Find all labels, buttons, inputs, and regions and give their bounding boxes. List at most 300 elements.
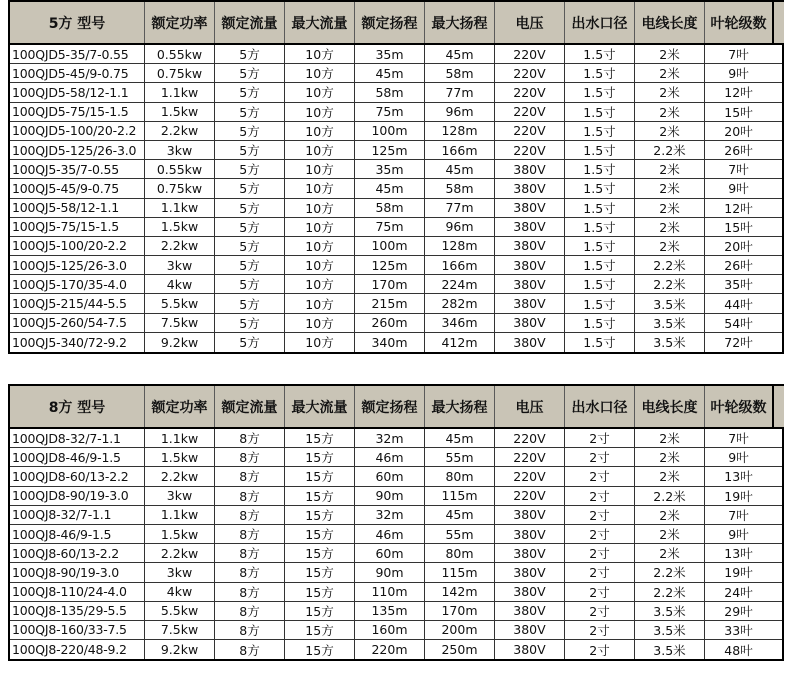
cell-model: 100QJ5-260/54-7.5	[10, 314, 145, 332]
cell-rated-flow: 5方	[215, 333, 285, 352]
cell-rated-flow: 8方	[215, 467, 285, 485]
cell-rated-head: 90m	[355, 487, 425, 505]
cell-rated-power: 0.55kw	[145, 160, 215, 178]
cell-max-head: 80m	[425, 467, 495, 485]
cell-voltage: 220V	[495, 141, 565, 159]
cell-rated-power: 3kw	[145, 563, 215, 581]
cell-outlet: 1.5寸	[565, 64, 635, 82]
cell-voltage: 220V	[495, 487, 565, 505]
cell-impeller-stages: 7叶	[728, 162, 749, 178]
cell-rated-flow: 5方	[215, 314, 285, 332]
cell-rated-flow: 8方	[215, 487, 285, 505]
cell-cable-length: 2米	[635, 237, 705, 255]
cell-max-head: 166m	[425, 141, 495, 159]
cell-outlet: 1.5寸	[565, 103, 635, 121]
cell-max-head: 250m	[425, 640, 495, 659]
cell-max-head: 80m	[425, 544, 495, 562]
column-header-outlet: 出水口径	[565, 386, 635, 427]
column-header-max-flow: 最大流量	[285, 2, 355, 43]
cell-max-flow: 15方	[285, 448, 355, 466]
cell-rated-power: 3kw	[145, 256, 215, 274]
table-row	[10, 506, 782, 525]
cell-outlet: 2寸	[565, 621, 635, 639]
cell-rated-power: 3kw	[145, 141, 215, 159]
cell-outlet: 2寸	[565, 487, 635, 505]
table-row	[10, 122, 782, 141]
table-row	[10, 448, 782, 467]
cell-outlet: 1.5寸	[565, 314, 635, 332]
cell-cable-length: 3.5米	[635, 333, 705, 352]
cell-rated-power: 0.75kw	[145, 64, 215, 82]
cell-impeller-stages: 9叶	[728, 450, 749, 466]
cell-voltage: 220V	[495, 64, 565, 82]
cell-model: 100QJ5-35/7-0.55	[10, 160, 145, 178]
table-row	[10, 103, 782, 122]
cell-rated-head: 45m	[355, 64, 425, 82]
cell-rated-head: 160m	[355, 621, 425, 639]
cell-model: 100QJ5-75/15-1.5	[10, 218, 145, 236]
cell-rated-power: 7.5kw	[145, 314, 215, 332]
cell-max-head: 115m	[425, 487, 495, 505]
table-row	[10, 583, 782, 602]
table-row	[10, 141, 782, 160]
cell-outlet: 1.5寸	[565, 141, 635, 159]
table-row	[10, 333, 782, 352]
column-header-impeller-stages: 叶轮级数	[705, 2, 774, 43]
cell-impeller-stages: 15叶	[724, 104, 753, 120]
table-row	[10, 640, 782, 659]
cell-max-flow: 15方	[285, 563, 355, 581]
cell-rated-head: 60m	[355, 467, 425, 485]
cell-model: 100QJ5-170/35-4.0	[10, 275, 145, 293]
cell-max-flow: 10方	[285, 45, 355, 63]
column-header-rated-head: 额定扬程	[355, 2, 425, 43]
cell-rated-flow: 8方	[215, 525, 285, 543]
cell-rated-head: 135m	[355, 602, 425, 620]
cell-rated-power: 5.5kw	[145, 294, 215, 312]
cell-outlet: 2寸	[565, 640, 635, 659]
cell-outlet: 1.5寸	[565, 122, 635, 140]
cell-max-flow: 10方	[285, 179, 355, 197]
cell-rated-head: 46m	[355, 448, 425, 466]
cell-rated-head: 220m	[355, 640, 425, 659]
cell-voltage: 220V	[495, 448, 565, 466]
cell-model: 100QJD5-100/20-2.2	[10, 122, 145, 140]
table-row	[10, 621, 782, 640]
cell-cable-length: 2.2米	[635, 563, 705, 581]
cell-rated-flow: 5方	[215, 237, 285, 255]
column-header-rated-head: 额定扬程	[355, 386, 425, 427]
cell-cable-length: 3.5米	[635, 640, 705, 659]
cell-outlet: 2寸	[565, 602, 635, 620]
cell-max-flow: 10方	[285, 314, 355, 332]
cell-model: 100QJ8-32/7-1.1	[10, 506, 145, 524]
column-header-impeller-stages: 叶轮级数	[705, 386, 774, 427]
cell-outlet: 1.5寸	[565, 275, 635, 293]
cell-max-flow: 10方	[285, 122, 355, 140]
cell-max-flow: 15方	[285, 583, 355, 601]
cell-outlet: 1.5寸	[565, 83, 635, 101]
cell-max-flow: 10方	[285, 199, 355, 217]
cell-rated-head: 75m	[355, 218, 425, 236]
cell-max-head: 77m	[425, 83, 495, 101]
cell-max-flow: 10方	[285, 83, 355, 101]
column-header-rated-flow: 额定流量	[215, 386, 285, 427]
cell-rated-power: 3kw	[145, 487, 215, 505]
cell-voltage: 380V	[495, 563, 565, 581]
cell-cable-length: 3.5米	[635, 602, 705, 620]
cell-rated-power: 1.1kw	[145, 429, 215, 447]
cell-cable-length: 2米	[635, 525, 705, 543]
cell-cable-length: 2米	[635, 429, 705, 447]
cell-cable-length: 2米	[635, 506, 705, 524]
cell-cable-length: 2.2米	[635, 256, 705, 274]
cell-impeller-stages: 7叶	[728, 431, 749, 447]
cell-impeller-stages: 7叶	[728, 47, 749, 63]
cell-voltage: 380V	[495, 294, 565, 312]
cell-voltage: 220V	[495, 83, 565, 101]
cell-impeller-stages: 35叶	[724, 277, 753, 293]
cell-max-head: 45m	[425, 506, 495, 524]
cell-outlet: 1.5寸	[565, 218, 635, 236]
table-row	[10, 256, 782, 275]
cell-rated-flow: 5方	[215, 199, 285, 217]
cell-voltage: 380V	[495, 525, 565, 543]
column-header-cable-length: 电线长度	[635, 386, 705, 427]
cell-rated-flow: 5方	[215, 83, 285, 101]
cell-rated-power: 4kw	[145, 583, 215, 601]
cell-rated-head: 100m	[355, 122, 425, 140]
cell-rated-head: 32m	[355, 506, 425, 524]
cell-impeller-stages: 29叶	[724, 603, 753, 619]
cell-max-head: 55m	[425, 525, 495, 543]
cell-outlet: 2寸	[565, 506, 635, 524]
cell-rated-head: 58m	[355, 199, 425, 217]
cell-voltage: 220V	[495, 45, 565, 63]
cell-rated-head: 75m	[355, 103, 425, 121]
table-row	[10, 294, 782, 313]
table-row	[10, 45, 782, 64]
cell-rated-flow: 8方	[215, 621, 285, 639]
cell-rated-flow: 8方	[215, 602, 285, 620]
cell-model: 100QJD8-60/13-2.2	[10, 467, 145, 485]
cell-outlet: 1.5寸	[565, 160, 635, 178]
cell-cable-length: 2米	[635, 45, 705, 63]
table-body	[8, 45, 784, 354]
cell-max-flow: 15方	[285, 467, 355, 485]
cell-cable-length: 2米	[635, 122, 705, 140]
cell-rated-flow: 5方	[215, 275, 285, 293]
cell-impeller-stages: 20叶	[724, 238, 753, 254]
cell-max-head: 142m	[425, 583, 495, 601]
cell-max-head: 77m	[425, 199, 495, 217]
cell-max-flow: 10方	[285, 256, 355, 274]
cell-model: 100QJD8-32/7-1.1	[10, 429, 145, 447]
cell-max-head: 45m	[425, 45, 495, 63]
cell-rated-flow: 5方	[215, 256, 285, 274]
cell-rated-power: 0.55kw	[145, 45, 215, 63]
cell-cable-length: 2.2米	[635, 275, 705, 293]
cell-cable-length: 2.2米	[635, 141, 705, 159]
cell-rated-power: 2.2kw	[145, 467, 215, 485]
cell-voltage: 380V	[495, 179, 565, 197]
cell-rated-power: 1.5kw	[145, 448, 215, 466]
cell-max-head: 170m	[425, 602, 495, 620]
table-row	[10, 429, 782, 448]
table-row	[10, 525, 782, 544]
table-section-8	[8, 384, 784, 661]
cell-outlet: 1.5寸	[565, 333, 635, 352]
cell-rated-flow: 5方	[215, 218, 285, 236]
cell-max-flow: 10方	[285, 141, 355, 159]
cell-rated-flow: 5方	[215, 103, 285, 121]
cell-rated-flow: 5方	[215, 294, 285, 312]
cell-rated-flow: 8方	[215, 506, 285, 524]
cell-voltage: 380V	[495, 199, 565, 217]
cell-rated-head: 125m	[355, 141, 425, 159]
cell-model: 100QJD8-46/9-1.5	[10, 448, 145, 466]
cell-max-head: 96m	[425, 218, 495, 236]
cell-rated-power: 4kw	[145, 275, 215, 293]
cell-cable-length: 2米	[635, 218, 705, 236]
cell-model: 100QJ5-215/44-5.5	[10, 294, 145, 312]
cell-max-head: 115m	[425, 563, 495, 581]
cell-model: 100QJD5-125/26-3.0	[10, 141, 145, 159]
column-header-voltage: 电压	[495, 386, 565, 427]
cell-max-head: 58m	[425, 64, 495, 82]
cell-model: 100QJ8-60/13-2.2	[10, 544, 145, 562]
cell-voltage: 380V	[495, 602, 565, 620]
column-header-rated-power: 额定功率	[145, 386, 215, 427]
cell-rated-power: 7.5kw	[145, 621, 215, 639]
cell-cable-length: 2米	[635, 83, 705, 101]
cell-rated-flow: 8方	[215, 448, 285, 466]
cell-rated-head: 340m	[355, 333, 425, 352]
cell-rated-head: 46m	[355, 525, 425, 543]
cell-voltage: 380V	[495, 544, 565, 562]
cell-rated-power: 1.5kw	[145, 525, 215, 543]
column-header-model: 5方 型号	[8, 2, 145, 43]
cell-outlet: 2寸	[565, 525, 635, 543]
column-header-voltage: 电压	[495, 2, 565, 43]
column-header-cable-length: 电线长度	[635, 2, 705, 43]
column-header-max-head: 最大扬程	[425, 2, 495, 43]
cell-max-head: 45m	[425, 160, 495, 178]
cell-impeller-stages: 15叶	[724, 219, 753, 235]
cell-max-flow: 10方	[285, 275, 355, 293]
cell-model: 100QJ5-45/9-0.75	[10, 179, 145, 197]
cell-rated-power: 5.5kw	[145, 602, 215, 620]
cell-cable-length: 2.2米	[635, 583, 705, 601]
table-row	[10, 487, 782, 506]
cell-impeller-stages: 9叶	[728, 66, 749, 82]
table-section-5	[8, 0, 784, 354]
cell-rated-flow: 8方	[215, 563, 285, 581]
cell-impeller-stages: 20叶	[724, 123, 753, 139]
cell-rated-power: 2.2kw	[145, 237, 215, 255]
cell-impeller-stages: 26叶	[724, 143, 753, 159]
column-header-max-head: 最大扬程	[425, 386, 495, 427]
table-row	[10, 237, 782, 256]
cell-impeller-stages: 9叶	[728, 181, 749, 197]
cell-voltage: 380V	[495, 333, 565, 352]
table-row	[10, 563, 782, 582]
cell-rated-power: 1.1kw	[145, 83, 215, 101]
cell-voltage: 220V	[495, 467, 565, 485]
cell-rated-power: 2.2kw	[145, 122, 215, 140]
column-header-rated-power: 额定功率	[145, 2, 215, 43]
cell-rated-flow: 5方	[215, 45, 285, 63]
cell-max-flow: 15方	[285, 525, 355, 543]
cell-max-head: 96m	[425, 103, 495, 121]
cell-model: 100QJ5-125/26-3.0	[10, 256, 145, 274]
cell-cable-length: 2.2米	[635, 487, 705, 505]
cell-cable-length: 3.5米	[635, 621, 705, 639]
cell-max-flow: 10方	[285, 333, 355, 352]
cell-voltage: 380V	[495, 218, 565, 236]
cell-rated-flow: 8方	[215, 544, 285, 562]
cell-max-flow: 10方	[285, 237, 355, 255]
cell-max-flow: 10方	[285, 218, 355, 236]
cell-cable-length: 2米	[635, 544, 705, 562]
cell-max-flow: 10方	[285, 160, 355, 178]
cell-max-flow: 15方	[285, 506, 355, 524]
table-header	[8, 384, 784, 429]
cell-voltage: 380V	[495, 160, 565, 178]
cell-model: 100QJ8-160/33-7.5	[10, 621, 145, 639]
cell-model: 100QJD8-90/19-3.0	[10, 487, 145, 505]
column-header-outlet: 出水口径	[565, 2, 635, 43]
cell-model: 100QJ8-110/24-4.0	[10, 583, 145, 601]
cell-impeller-stages: 33叶	[724, 622, 753, 638]
cell-max-head: 200m	[425, 621, 495, 639]
cell-voltage: 220V	[495, 103, 565, 121]
cell-voltage: 380V	[495, 583, 565, 601]
cell-rated-head: 60m	[355, 544, 425, 562]
cell-outlet: 2寸	[565, 563, 635, 581]
cell-max-flow: 10方	[285, 64, 355, 82]
cell-impeller-stages: 44叶	[724, 296, 753, 312]
cell-rated-power: 1.5kw	[145, 218, 215, 236]
cell-outlet: 1.5寸	[565, 179, 635, 197]
cell-rated-head: 58m	[355, 83, 425, 101]
cell-voltage: 380V	[495, 314, 565, 332]
cell-cable-length: 3.5米	[635, 314, 705, 332]
cell-voltage: 380V	[495, 640, 565, 659]
cell-rated-head: 260m	[355, 314, 425, 332]
cell-rated-power: 1.1kw	[145, 506, 215, 524]
cell-voltage: 380V	[495, 237, 565, 255]
cell-rated-flow: 8方	[215, 640, 285, 659]
cell-impeller-stages: 12叶	[724, 200, 753, 216]
cell-max-head: 128m	[425, 237, 495, 255]
cell-max-head: 55m	[425, 448, 495, 466]
column-header-rated-flow: 额定流量	[215, 2, 285, 43]
cell-impeller-stages: 13叶	[724, 546, 753, 562]
cell-cable-length: 3.5米	[635, 294, 705, 312]
cell-rated-power: 2.2kw	[145, 544, 215, 562]
table-row	[10, 544, 782, 563]
cell-voltage: 380V	[495, 256, 565, 274]
cell-max-head: 166m	[425, 256, 495, 274]
cell-rated-power: 1.5kw	[145, 103, 215, 121]
cell-rated-head: 90m	[355, 563, 425, 581]
cell-max-flow: 15方	[285, 602, 355, 620]
table-row	[10, 602, 782, 621]
cell-outlet: 2寸	[565, 448, 635, 466]
cell-model: 100QJD5-75/15-1.5	[10, 103, 145, 121]
cell-model: 100QJ5-340/72-9.2	[10, 333, 145, 352]
cell-model: 100QJ8-90/19-3.0	[10, 563, 145, 581]
cell-outlet: 1.5寸	[565, 237, 635, 255]
cell-max-head: 282m	[425, 294, 495, 312]
cell-cable-length: 2米	[635, 467, 705, 485]
table-row	[10, 64, 782, 83]
cell-rated-flow: 8方	[215, 583, 285, 601]
cell-max-head: 128m	[425, 122, 495, 140]
cell-max-flow: 15方	[285, 487, 355, 505]
cell-max-flow: 15方	[285, 640, 355, 659]
cell-max-flow: 10方	[285, 294, 355, 312]
table-body	[8, 429, 784, 661]
column-header-max-flow: 最大流量	[285, 386, 355, 427]
cell-rated-head: 215m	[355, 294, 425, 312]
cell-rated-head: 35m	[355, 160, 425, 178]
cell-rated-flow: 5方	[215, 179, 285, 197]
cell-max-head: 224m	[425, 275, 495, 293]
table-row	[10, 275, 782, 294]
table-row	[10, 83, 782, 102]
table-header	[8, 0, 784, 45]
cell-model: 100QJ5-58/12-1.1	[10, 199, 145, 217]
cell-max-flow: 15方	[285, 429, 355, 447]
table-row	[10, 199, 782, 218]
table-row	[10, 179, 782, 198]
cell-rated-head: 100m	[355, 237, 425, 255]
cell-outlet: 2寸	[565, 467, 635, 485]
cell-rated-power: 9.2kw	[145, 640, 215, 659]
column-header-model: 8方 型号	[8, 386, 145, 427]
cell-cable-length: 2米	[635, 199, 705, 217]
cell-impeller-stages: 19叶	[724, 565, 753, 581]
cell-rated-head: 32m	[355, 429, 425, 447]
cell-rated-head: 35m	[355, 45, 425, 63]
cell-max-head: 58m	[425, 179, 495, 197]
cell-rated-flow: 5方	[215, 160, 285, 178]
cell-model: 100QJD5-58/12-1.1	[10, 83, 145, 101]
cell-outlet: 2寸	[565, 583, 635, 601]
table-row	[10, 467, 782, 486]
cell-rated-head: 110m	[355, 583, 425, 601]
cell-max-head: 346m	[425, 314, 495, 332]
cell-outlet: 1.5寸	[565, 256, 635, 274]
cell-rated-power: 9.2kw	[145, 333, 215, 352]
cell-rated-flow: 8方	[215, 429, 285, 447]
cell-model: 100QJ8-46/9-1.5	[10, 525, 145, 543]
cell-outlet: 1.5寸	[565, 294, 635, 312]
cell-voltage: 220V	[495, 429, 565, 447]
cell-impeller-stages: 12叶	[724, 85, 753, 101]
cell-max-flow: 10方	[285, 103, 355, 121]
cell-voltage: 380V	[495, 275, 565, 293]
cell-rated-head: 170m	[355, 275, 425, 293]
cell-impeller-stages: 54叶	[724, 315, 753, 331]
table-row	[10, 314, 782, 333]
cell-cable-length: 2米	[635, 179, 705, 197]
cell-model: 100QJ5-100/20-2.2	[10, 237, 145, 255]
cell-voltage: 220V	[495, 122, 565, 140]
table-row	[10, 218, 782, 237]
